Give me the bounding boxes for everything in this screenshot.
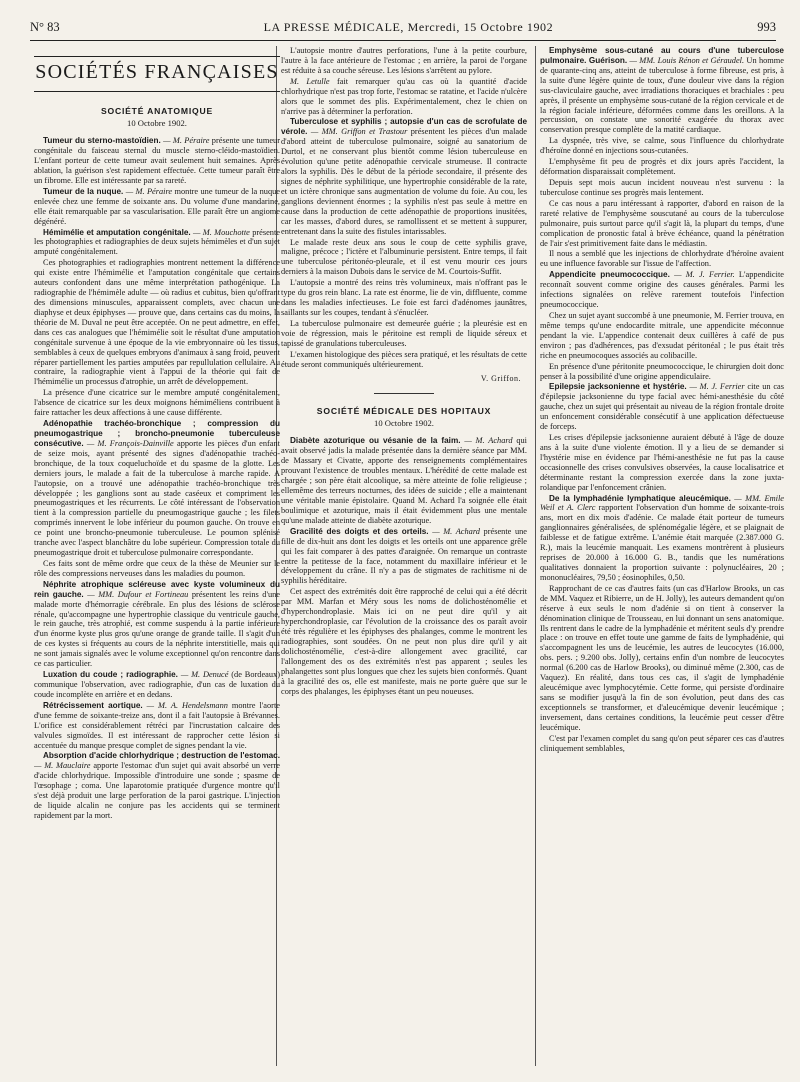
article-paragraph: La tuberculose pulmonaire est demeurée guérie ; la pleurésie est en voie de régression, mais le péritoine est rempli de liquide séreux et tapissé de granulations tuberculeuses. <box>281 318 527 348</box>
journal-title: LA PRESSE MÉDICALE, Mercredi, 15 Octobre 1902 <box>263 20 554 34</box>
column-3 <box>540 46 784 1070</box>
article-paragraph: Ces faits sont de même ordre que ceux de la thèse de Meunier sur le rôle des compressions nerveuses dans les maladies du poumon. <box>34 558 280 578</box>
article <box>34 751 280 820</box>
article-paragraph: Depuis sept mois aucun incident nouveau n'est survenu : la tuberculose continue ses progrès mais lentement. <box>540 177 784 197</box>
issue-number: N° 83 <box>30 20 60 34</box>
article <box>34 136 280 186</box>
article <box>540 494 784 583</box>
article-paragraph: Chez un sujet ayant succombé à une pneumonie, M. Ferrier trouva, en même temps qu'une endocardite mitrale, une appendicite méconnue pendant la vie. L'appendice contenait deux cuillères à café de pus environ ; pas d'adhérences, pas d'exsudat péritonéal ; le pus était très riche en pneumocoques associés au colibacille. <box>540 310 784 360</box>
article-author: — M. Mouchotte <box>193 227 250 237</box>
article-author: — MM. Griffon et Trastour <box>310 127 408 137</box>
article-text: présente les photographies et radiographies de deux sujets hémimèles et d'un sujet amputé congénitalement. <box>34 227 280 257</box>
article-text: (de Bordeaux) communique l'observation, avec radiographie, d'un cas de luxation du coude incomplète en arrière et en dedans. <box>34 670 280 699</box>
article-heading: Emphysème sous-cutané au cours d'une tuberculose pulmonaire. Guérison. <box>540 46 784 65</box>
article <box>34 670 280 700</box>
article-text: montre l'aorte d'une femme de soixante-treize ans, dont il a fait l'autopsie à Brévannes. L'orifice est considérablement rétréci par l'incrustation calcaire des valvules sigmoïdes. Il est intéressant de rapprocher cette lésion si accentuée du manque presque complet de signes pendant la vie. <box>34 700 280 750</box>
article <box>540 270 784 310</box>
header-rule <box>30 40 776 41</box>
signature: V. Griffon. <box>480 373 521 383</box>
article <box>281 77 527 117</box>
article-text: présentent les reins d'une malade morte d'hémorragie cérébrale. En plus des lésions de sclérose rénale, qu'accompagne une hypertrophie classique du ventricule gauche, le rein gauche, très atrophié, est comme suspendu à la partie inférieure d'un énorme kyste plus gros qu'une orange de grande taille. Il s'agit d'un de ces kystes si fréquents au cours de la néphrite interstitielle, mais qui ne sont jamais signalés avec le volume exceptionnel qu'on rencontre dans ce cas particulier. <box>34 589 280 669</box>
article-author: — MM. Dufour et Fortineau <box>87 589 189 599</box>
article <box>281 436 527 525</box>
article-author: — MM. Louis Rénon et Géraudel. <box>629 55 745 65</box>
article-paragraph: Les crises d'épilepsie jacksonienne auraient débuté à l'âge de douze ans à la suite d'une violente émotion. Il y a lieu de se demander si l'hystérie mise en évidence par l'hémi-anesthésie ne fut pas la cause occasionnelle des crises convulsives observées, la cause localisatrice et déterminante restant la compression exercée dans la zone juxta-rolandique par l'enfoncement crânien. <box>540 433 784 492</box>
article-paragraph: La présence d'une cicatrice sur le membre amputé congénitalement, l'absence de cicatrice sur les deux moignons hémiméliens contribuent à faire rattacher les deux affections à une cause différente. <box>34 388 280 418</box>
article-heading: Hémimélie et amputation congénitale. <box>43 227 191 237</box>
column-2 <box>281 46 527 1070</box>
article-paragraph: Cet aspect des extrémités doit être rapproché de celui qui a été décrit par MM. Marfan et Méry sous les noms de dolichosténomélie et d'hyperchondroplasie. Mais ici on ne peut dire qu'il y ait hyperchondroplasie, car l'évolution de la croissance des os paraît avoir été très régulière et les épiphyses des phalanges, comme le montrent les radiographies, sont soudées. On ne peut non plus dire qu'il y ait dolichosténomélie, c'est-à-dire allongement avec gracilité, car l'allongement des os des extrémités n'est pas apparent ; seules les phalangettes sont plus longues que chez les sujets bien conformés. Quant à la gracilité des os, elle est manifeste, mais ne porte guère que sur le corps des phalanges, les épiphyses étant un peu noueuses. <box>281 587 527 696</box>
article-author: M. Letulle <box>290 76 330 86</box>
article-text: Un homme de quarante-cinq ans, atteint de tuberculose à forme fibreuse, est pris, à la suite d'une légère quinte de toux, d'une douleur vive dans la région sus-claviculaire gauche, avec irradiations thoraciques et brachiales : peu après, il présente un emphysème sous-cutané de la région cervicale et de la région faciale inférieure, déformées comme dans les oreillons. A la percussion, on constate une sonorité exagérée du thorax avec conservation presque complète de la matité cardiaque. <box>540 55 784 135</box>
article-author: — M. Péraire <box>163 136 210 146</box>
article-author: — M. Denucé <box>180 670 229 680</box>
article-heading: Tuberculose et syphilis ; autopsie d'un cas de scrofulate de vérole. <box>281 117 527 137</box>
article-paragraph: Ce cas nous a paru intéressant à rapporter, d'abord en raison de la rareté relative de l'emphysème souscutané au cours de la tuberculose pulmonaire, puis surtout parce qu'il s'agit là, la plupart du temps, d'une complication de pronostic fatal à brève échéance, quand la pénétration de l'air s'est primitivement faite dans le médiastin. <box>540 198 784 248</box>
article <box>540 382 784 432</box>
article-heading: Epilepsie jacksonienne et hystérie. <box>549 382 687 392</box>
article-text: présente une tumeur congénitale du faisceau sternal du muscle sterno-cléido-mastoïdien. L'enfant porteur de cette tumeur avait seulement huit semaines. Après ablation, la guérison s'est rapidement effectuée. Cette tumeur paraît être un fibrome. Elle est intéressante par sa rareté. <box>34 136 280 185</box>
article-text: présente une fille de dix-huit ans dont les doigts et les orteils ont une apparence grêle qui les fait comparer à des pattes d'araignée. On remarque un contraste entre la petitesse de la face, notamment du maxillaire inférieur et le développement du crâne. Il n'y a pas de stigmates de rachitisme ni de syphilis héréditaire. <box>281 526 527 586</box>
article-paragraph: Rapprochant de ce cas d'autres faits (un cas d'Harlow Brooks, un cas de MM. Vaquez et Ribierre, un de H. Jolly), les auteurs demandent qu'on réserve à eux seuls le nom d'adénie si on tient à conserver la dénomination clinique de Trousseau, en lui donnant un sens anatomique. Ils rentrent dans le cadre de la lymphadénie et méritent seuls d'y prendre place : on trouve en effet toute une gamme de faits de lymphadénie, qui s'accompagnent les uns de leucémie, les autres de leucocytes (16.000, obs. pers. ; 9.200 obs. Jolly), certains enfin d'un nombre de leucocytes normal (6.200 cas de Harlow Brooks), ou diminué même (2.300, cas de Vaquez). En réalité, dans tous ces cas, il s'agit de lymphadénie aleucémique avec lymphocytémie. Cette forme, qui persiste d'ordinaire sans se modifier jusqu'à la fin de son évolution, peut dans des cas exceptionnels se transformer, et d'aleucémique devenir leucémique ; inversement, dans certaines conditions, la leucémie peut cesser d'être leucémique. <box>540 583 784 732</box>
society-name: SOCIÉTÉ MÉDICALE DES HOPITAUX <box>316 406 492 417</box>
column-1 <box>34 46 280 1070</box>
article-author: — M. François-Dainville <box>86 438 174 448</box>
article-paragraph: La dyspnée, très vive, se calme, sous l'influence du chlorhydrate d'héroïne donné en injections sous-cutanées. <box>540 136 784 156</box>
article-paragraph: Ces photographies et radiographies montrent nettement la différence qui existe entre l'hémimélie et l'amputation congénitale que certains auteurs confondent dans une même interprétation pathogénique. La radiographie de l'hémimèle adulte — où radius et cubitus, bien qu'offrant des dimensions minuscules, apparaissent complets, avec chacun une diaphyse et deux épiphyses — prouve que, dans certains cas du moins, la théorie de M. Duval ne peut être acceptée. On ne peut admettre, en effet, dans ces cas analogues que l'hémimélie soit le résultat d'une amputation congénitale survenue à une époque de la vie embryonnaire où les tissus, semblables à ceux de quelques embryons d'animaux à sang froid, peuvent réparer partiellement les parties amputées par repullulation cellulaire. Au contraire, la radiographie vient à l'appui de la théorie qui fait de l'hémimélie un processus d'atrophie, un arrêt de développement. <box>34 258 280 387</box>
society-date: 10 Octobre 1902. <box>127 118 187 129</box>
article-paragraph: Il nous a semblé que les injections de chlorhydrate d'héroïne avaient eu une influence favorable sur l'issue de l'affection. <box>540 249 784 269</box>
article-text: montre une tumeur de la nuque enlevée chez une femme de soixante ans. Du volume d'une mandarine, elle était remarquable par sa vascularisation. Elle paraît être un angiome dégénéré. <box>34 186 280 226</box>
article-author: — M. A. Hendelsmann <box>146 700 228 710</box>
article-heading: Rétrécissement aortique. <box>43 700 143 710</box>
article <box>540 46 784 135</box>
section-title: SOCIÉTÉS FRANÇAISES <box>34 56 280 92</box>
article-author: — M. Achard <box>432 526 480 536</box>
article-paragraph: L'autopsie montre d'autres perforations, l'une à la petite courbure, l'autre à la face antérieure de l'estomac ; en arrière, la paroi de l'organe est réduite à sa couche séreuse. Les lésions s'arrêtent au pylore. <box>281 46 527 75</box>
article-text: qui avait observé jadis la malade présentée dans la dernière séance par MM. de Massary et Civatte, apporte des renseignements complémentaires prouvant l'existence de troubles mentaux. L'hérédité de cette malade est chargée ; son père était alcoolique, sa mère atteinte de folie religieuse ; ellemême des terreurs nocturnes, des idées de suicide ; elle a maintenant une véritable manie épistolaire. Quand M. Achard l'a soignée elle était boulimique et azoturique, mais il était évidemment plus une mentale qu'une malade atteinte de diabète azoturique. <box>281 436 527 525</box>
article-paragraph: L'examen histologique des pièces sera pratiqué, et les résultats de cette étude seront communiqués ultérieurement. <box>281 349 527 369</box>
article-paragraph: En présence d'une péritonite pneumococcique, le chirurgien doit donc penser à la possibilité d'une origine appendiculaire. <box>540 361 784 381</box>
divider <box>374 393 434 394</box>
article <box>34 580 280 669</box>
article-text: cite un cas d'épilepsie jacksonienne du type facial avec hémi-anesthésie du côté gauche, chez un sujet qui présentait au niveau de la région frontale droite un enfoncement considérable consécutif à une application défectueuse de forceps. <box>540 382 784 432</box>
society-name: SOCIÉTÉ ANATOMIQUE <box>100 105 214 116</box>
article-paragraph: L'autopsie a montré des reins très volumineux, mais n'offrant pas le type du gros rein blanc. La rate est énorme, lie de vin, diffluente, comme dans les maladies infectieuses. Le foie est farci d'adénomes jaunâtres, saillants sur les coupes, tendant à s'énucléer. <box>281 278 527 317</box>
article-author: — M. Péraire <box>125 186 173 196</box>
article <box>34 701 280 751</box>
article-heading: De la lymphadénie lymphatique aleucémique. <box>549 493 731 503</box>
article <box>34 228 280 258</box>
article-text: présentent les pièces d'un malade d'abord atteint de tuberculose pulmonaire, soigné au sanatorium de Durtol, et ne conservant plus bientôt comme lésion tuberculeuse en évolution qu'une petite adénopathie cervicale strumeuse. Il contracte alors la syphilis. Dès le début de la période secondaire, il présente des signes de néphrite syphilitique, une hypertrophie considérable de la rate, et un ictère chronique sans augmentation de volume du foie. Au cou, les ganglions deviennent énormes ; la syphilis n'est pas seule à mettre en cause dans la production de cette adénopathie de proportions inusitées, car les masses, d'abord dures, se ramollissent et se mettent à suppurer, entretenant dans la suite des fistules intarissables. <box>281 127 527 236</box>
society-date: 10 Octobre 1902. <box>374 418 434 429</box>
article-text: apporte les pièces d'un enfant de seize mois, ayant présenté des signes d'adénopathie trachéo-bronchique, de la toux coqueluchoïde et du spasme de la glotte. Les derniers jours, le malade a fait de la tuberculose à marche rapide. A l'autopsie, on a trouvé une adénopathie trachéo-bronchique très développée ; les ganglions sont au stade caséeux et compriment les pneumogastriques et les récurrents. Le côté intéressant de l'observation tient à la compression partielle du pneumogastrique gauche ; les filets comprimés innervent le lobe inférieur du poumon gauche. On trouve en ce point une broncho-pneumonie tuberculeuse. Le poumon splénisé tranche avec l'aspect blanchâtre du lobe supérieur. Compression totale du pneumogastrique droit et tuberculose pulmonaire correspondante. <box>34 438 280 558</box>
article-heading: Tumeur du sterno-mastoïdien. <box>43 136 161 146</box>
column-rule <box>535 46 536 1066</box>
article-heading: Diabète azoturique ou vésanie de la faim. <box>290 436 461 446</box>
article-heading: Absorption d'acide chlorhydrique ; destruction de l'estomac. <box>43 751 280 761</box>
article-text: rapportent l'observation d'un homme de soixante-trois ans, mort en dix mois d'adénie. Ce malade était porteur de tumeurs ganglionnaires généralisées, de splénomégalie légère, et se plaignait de faiblesse et de fatigue extrême. L'anémie était marquée (2.387.000 G. R.), mais la leucémie manquait. Les examens montrèrent à plusieurs reprises de 20.000 à 16.000 G. B., tandis que les numérations qualitatives donnaient la proportion suivante : polynucléaires, 20 ; mononucléaires, 79,50 ; éosinophiles, 0,50. <box>540 503 784 582</box>
article <box>281 527 527 587</box>
article-heading: Gracilité des doigts et des orteils. <box>290 526 429 536</box>
article-heading: Néphrite atrophique scléreuse avec kyste volumineux du rein gauche. <box>34 579 280 599</box>
article-author: — M. J. Ferrier. <box>674 270 735 280</box>
article-author: — M. Mauclaire <box>34 761 91 771</box>
article-heading: Appendicite pneumococcique. <box>549 270 670 280</box>
article-heading: Tumeur de la nuque. <box>43 186 124 196</box>
article-author: — M. J. Ferrier <box>689 382 745 392</box>
article-paragraph: Le malade reste deux ans sous le coup de cette syphilis grave, maligne, précoce ; l'ictère et l'albuminurie persistent. Entre temps, il fait une tuberculose péritonéo-pleurale, et il est venu mourir ces jours derniers à la maison Dubois dans le service de M. Courtois-Suffit. <box>281 237 527 277</box>
article-text: fait remarquer qu'au cas où la quantité d'acide chlorhydrique n'est pas trop forte, l'estomac se ratatine, et l'acide n'ulcère alors que le sommet des plis. Expérimentalement, chez le chien on n'arrive pas à déterminer la perforation. <box>281 76 527 116</box>
article-paragraph: L'emphysème fit peu de progrès et dix jours après l'accident, la déformation disparaissait complètement. <box>540 157 784 177</box>
article-heading: Adénopathie trachéo-bronchique ; compression du pneumogastrique ; broncho-pneumonie tuberculeuse consécutive. <box>34 419 280 448</box>
article <box>34 419 280 558</box>
article <box>281 117 527 236</box>
article-author: — M. Achard <box>464 436 513 446</box>
running-head <box>30 20 776 38</box>
article-heading: Luxation du coude ; radiographie. <box>43 670 178 680</box>
article-text: apporte l'estomac d'un sujet qui avait absorbé un verre d'acide chlorhydrique. Impossible d'introduire une sonde ; spasme de l'œsophage ; coma. Une laparotomie pratiquée d'urgence montre qu'il s'est déjà produit une large perforation de la paroi gastrique. L'injection de liquide alcalin ne conjure pas les accidents qui se terminent rapidement par la mort. <box>34 761 280 820</box>
article-text: L'appendicite reconnaît souvent comme origine des causes générales. Parmi les infections signalées on relève rarement toutefois l'infection pneumococcique. <box>540 270 784 310</box>
article-paragraph: C'est par l'examen complet du sang qu'on peut séparer ces cas d'autres cliniquement semblables, <box>540 733 784 753</box>
article <box>34 187 280 227</box>
article-author: — MM. Emile Weil et A. Clerc <box>540 493 784 513</box>
page-number: 993 <box>757 20 776 34</box>
